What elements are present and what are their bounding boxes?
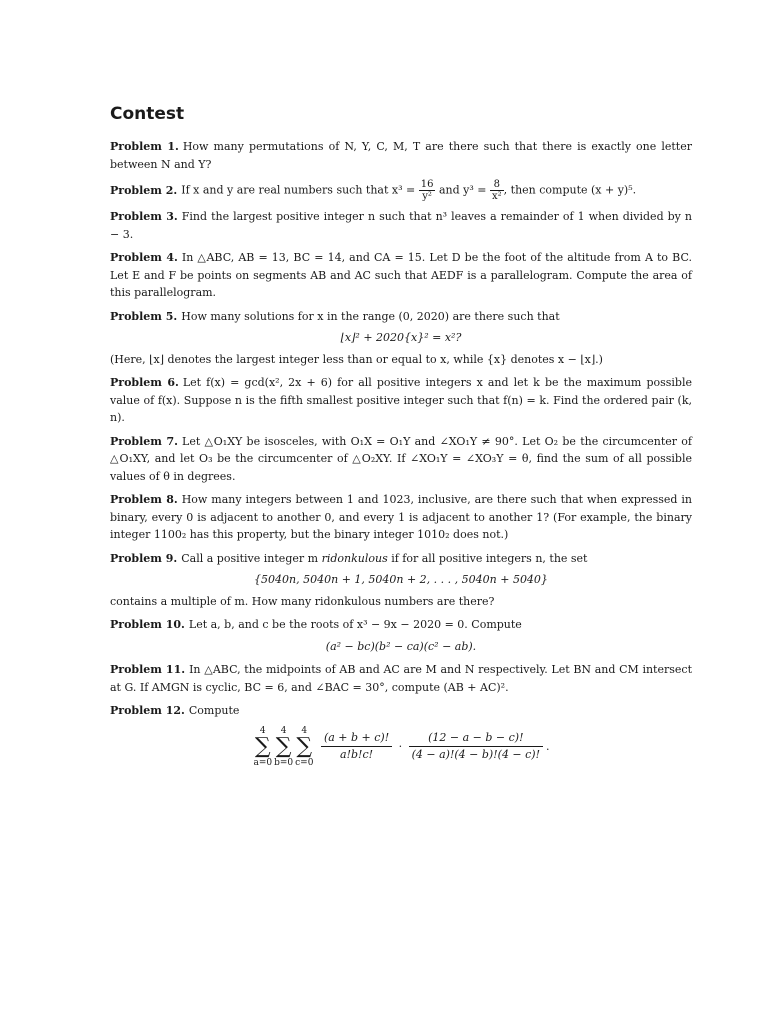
- display-equation: {5040n, 5040n + 1, 5040n + 2, . . . , 5040n + 5040}: [254, 573, 548, 586]
- problem-6: [110, 374, 692, 427]
- sum-upper: 4: [259, 725, 266, 736]
- numerator: 8: [490, 179, 504, 191]
- problem-text: if for all positive integers n, the set: [391, 551, 588, 565]
- problem-text: Let △O₁XY be isosceles, with O₁X = O₁Y and ∠XO₁Y ≠ 90°. Let O₂ be the circumcenter of △O₁XY, and let O₃ be the circumcenter of △O₂XY. If ∠XO₁Y = ∠XO₃Y = θ, find the sum of all possible values of θ in degrees.: [110, 434, 693, 483]
- problem-3: [110, 208, 692, 243]
- problem-text: How many integers between 1 and 1023, inclusive, are there such that when expressed in binary, every 0 is adjacent to another 0, and every 1 is adjacent to another 1? (For example, the binary integer 1100₂ has this property, but the binary integer 1010₂ does not.): [110, 493, 692, 541]
- denominator: (4 − a)!(4 − b)!(4 − c)!: [411, 748, 541, 761]
- fraction: [321, 730, 392, 763]
- display-equation: ⌊x⌋² + 2020{x}² = x²?: [340, 331, 462, 344]
- problem-text: In △ABC, the midpoints of AB and AC are M and N respectively. Let BN and CM intersect at G. If AMGN is cyclic, BC = 6, and ∠BAC = 30°, compute (AB + AC)².: [110, 663, 692, 694]
- problem-label: Problem 1.: [110, 140, 179, 153]
- summation-a: [253, 726, 272, 768]
- problem-text: How many solutions for x in the range (0, 2020) are there such that: [181, 309, 560, 323]
- problem-label: Problem 11.: [110, 663, 186, 676]
- problem-text: and y³ =: [438, 183, 487, 197]
- problem-list: [110, 138, 692, 774]
- problem-label: Problem 6.: [110, 376, 179, 389]
- sigma-icon: ∑: [296, 733, 313, 759]
- problem-text: Let a, b, and c be the roots of x³ − 9x − 2020 = 0. Compute: [188, 618, 522, 631]
- problem-10: [110, 616, 692, 655]
- summation-c: [295, 726, 313, 768]
- fraction: [409, 730, 543, 763]
- sum-upper: 4: [301, 725, 308, 736]
- problem-label: Problem 7.: [110, 434, 179, 448]
- problem-label: Problem 5.: [110, 309, 178, 323]
- summation-b: [274, 726, 293, 768]
- problem-8: [110, 491, 692, 544]
- display-equation: (a² − bc)(b² − ca)(c² − ab).: [325, 639, 477, 653]
- period: .: [546, 739, 550, 753]
- emphasized-term: ridonkulous: [321, 551, 388, 565]
- fraction: [490, 179, 504, 202]
- problem-label: Problem 3.: [110, 210, 178, 223]
- fraction: [419, 179, 436, 202]
- problem-text: Let f(x) = gcd(x², 2x + 6) for all positive integers x and let k be the maximum possible value of f(x). Suppose n is the fifth smallest positive integer such that f(n) = k. Find the ordered pair (k, n).: [110, 376, 692, 424]
- denominator: y²: [422, 191, 432, 202]
- numerator: (12 − a − b − c)!: [409, 730, 543, 747]
- problem-text: Find the largest positive integer n such that n³ leaves a remainder of 1 when divided by n − 3.: [110, 210, 692, 241]
- denominator: x²: [492, 191, 502, 202]
- numerator: 16: [420, 179, 434, 190]
- problem-4: [110, 249, 692, 302]
- sum-upper: 4: [280, 725, 287, 736]
- problem-text: , then compute (x + y)⁵.: [503, 183, 637, 197]
- problem-note: (Here, ⌊x⌋ denotes the largest integer less than or equal to x, while {x} denotes x − ⌊x⌋.): [110, 352, 603, 366]
- problem-5: [110, 308, 692, 369]
- problem-text: In △ABC, AB = 13, BC = 14, and CA = 15. Let D be the foot of the altitude from A to BC. Let E and F be points on segments AB and AC such that AEDF is a parallelogram. Compute the area of this parallelogram.: [110, 251, 692, 299]
- problem-12: [110, 702, 692, 768]
- problem-label: Problem 8.: [110, 493, 178, 506]
- problem-label: Problem 2.: [110, 183, 178, 197]
- page-title: Contest: [110, 104, 185, 124]
- problem-2: [110, 179, 692, 202]
- problem-text: How many permutations of N, Y, C, M, T are there such that there is exactly one letter between N and Y?: [110, 140, 692, 171]
- problem-text-continued: contains a multiple of m. How many ridonkulous numbers are there?: [110, 594, 495, 608]
- denominator: a!b!c!: [340, 748, 374, 761]
- problem-1: [110, 138, 692, 173]
- problem-11: [110, 661, 692, 696]
- problem-label: Problem 4.: [110, 251, 178, 264]
- problem-9: [110, 550, 692, 611]
- problem-text: If x and y are real numbers such that x³ =: [181, 183, 416, 197]
- sum-lower: b=0: [274, 757, 294, 768]
- dot-operator: ·: [398, 739, 403, 753]
- display-equation: [110, 726, 692, 768]
- numerator: (a + b + c)!: [321, 730, 392, 747]
- problem-text: Compute: [188, 704, 240, 717]
- sigma-icon: ∑: [254, 733, 271, 759]
- problem-label: Problem 9.: [110, 551, 178, 565]
- sigma-icon: ∑: [275, 733, 292, 759]
- problem-text: Call a positive integer m: [181, 551, 319, 565]
- sum-lower: c=0: [295, 757, 314, 768]
- problem-label: Problem 12.: [110, 704, 185, 717]
- problem-7: [110, 433, 692, 486]
- problem-label: Problem 10.: [110, 618, 185, 631]
- sum-lower: a=0: [253, 757, 273, 768]
